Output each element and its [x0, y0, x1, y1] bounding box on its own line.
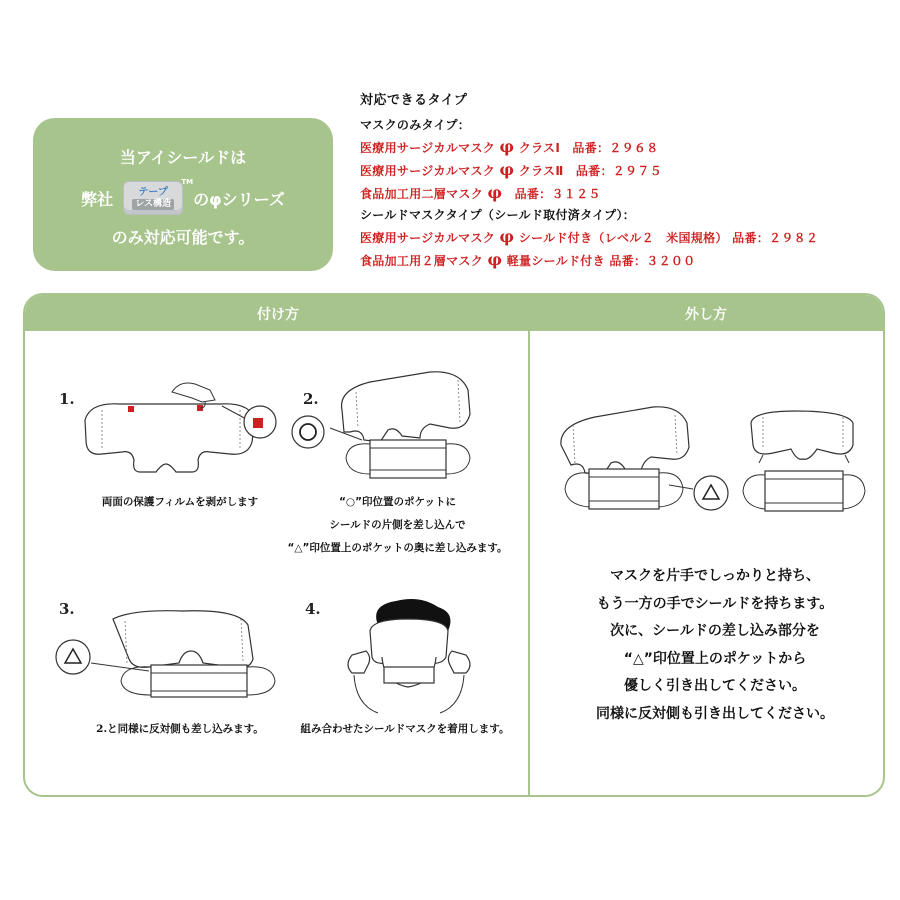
step-2-caption-line-2: シールドの片側を差し込んで — [329, 519, 466, 531]
column-divider — [528, 331, 530, 795]
instructions-panel — [23, 293, 885, 797]
type-row — [360, 205, 818, 226]
compatible-types — [360, 89, 818, 272]
phi-series-mark: φ — [499, 227, 515, 246]
type-product-number: シールド付き（レベル２ 米国規格） 品番：２９８２ — [514, 231, 819, 245]
phi-series-mark: φ — [499, 137, 515, 156]
tapeless-logo — [123, 178, 194, 215]
step-1-illustration — [80, 380, 270, 480]
step-2-caption — [275, 491, 520, 560]
step-3-caption-text: と同様に反対側も差し込みます。 — [107, 723, 264, 735]
type-row — [360, 249, 818, 272]
removal-line-5: 優しく引き出してください。 — [624, 678, 806, 694]
phi-series-mark: φ — [487, 183, 503, 202]
removal-line-6: 同様に反対側も引き出してください。 — [596, 705, 834, 722]
step-2-number: 2. — [303, 390, 319, 408]
logo-text-bottom: レス構造 — [132, 199, 174, 210]
type-row — [360, 226, 818, 249]
type-row — [360, 136, 818, 159]
type-row — [360, 159, 818, 182]
step-4-caption: 組み合わせたシールドマスクを着用します。 — [300, 723, 510, 735]
step-2-caption-line-3: “△”印位置上のポケットの奥に差し込みます。 — [287, 542, 508, 554]
phi-series-mark: φ — [499, 160, 515, 179]
type-name: 医療用サージカルマスク — [360, 164, 500, 178]
step-3-illustration — [53, 605, 283, 715]
type-row — [360, 182, 818, 205]
types-heading: 対応できるタイプ — [360, 93, 468, 108]
step-3-caption — [65, 718, 295, 741]
step-3-number: 3. — [59, 600, 75, 618]
notice-line-3: のみ対応可能です。 — [111, 228, 255, 247]
type-name: 医療用サージカルマスク — [360, 231, 500, 245]
attach-title: 付け方 — [257, 307, 299, 323]
removal-line-1: マスクを片手でしっかりと持ち、 — [610, 568, 820, 584]
type-name: 医療用サージカルマスク — [360, 141, 500, 155]
step-2-illustration — [290, 370, 510, 490]
step-4-number: 4. — [305, 600, 321, 618]
type-row — [360, 115, 818, 136]
type-name: 食品加工用２層マスク — [360, 254, 488, 268]
panel-header — [25, 295, 883, 331]
step-2-caption-line-1: “○”印位置のポケットに — [339, 496, 456, 508]
step-4-illustration — [330, 595, 480, 715]
trademark-mark: TM — [181, 178, 194, 186]
remove-title: 外し方 — [685, 307, 727, 323]
type-name: 食品加工用二層マスク — [360, 187, 488, 201]
type-name: シールドマスクタイプ（シールド取付済タイプ）： — [360, 208, 636, 222]
notice-line-1: 当アイシールドは — [119, 148, 247, 167]
type-product-number: 軽量シールド付き 品番：３２００ — [502, 254, 696, 268]
phi-series-mark: φ — [487, 250, 503, 269]
removal-line-2: もう一方の手でシールドを持ちます。 — [596, 595, 834, 612]
notice-prefix: 弊社 — [81, 189, 114, 209]
type-name: マスクのみタイプ： — [360, 118, 471, 132]
notice-line-2 — [33, 180, 333, 216]
removal-instructions — [545, 563, 885, 728]
logo-text-top: テープ — [138, 186, 168, 198]
step-3-caption-ref: 2. — [96, 723, 108, 735]
type-product-number: 品番：３１２５ — [502, 187, 601, 201]
type-product-number: クラスⅡ 品番：２９７５ — [514, 164, 662, 178]
removal-line-4: “△”印位置上のポケットから — [623, 650, 807, 667]
removal-line-3: 次に、シールドの差し込み部分を — [610, 623, 820, 639]
step-1-caption: 両面の保護フィルムを剥がします — [101, 496, 259, 508]
removal-illustration — [555, 405, 865, 525]
step-1-number: 1. — [59, 390, 75, 408]
types-list — [360, 115, 818, 272]
type-product-number: クラスⅠ 品番：２９６８ — [514, 141, 659, 155]
compatibility-notice — [33, 118, 333, 271]
notice-suffix: のφシリーズ — [193, 189, 285, 209]
